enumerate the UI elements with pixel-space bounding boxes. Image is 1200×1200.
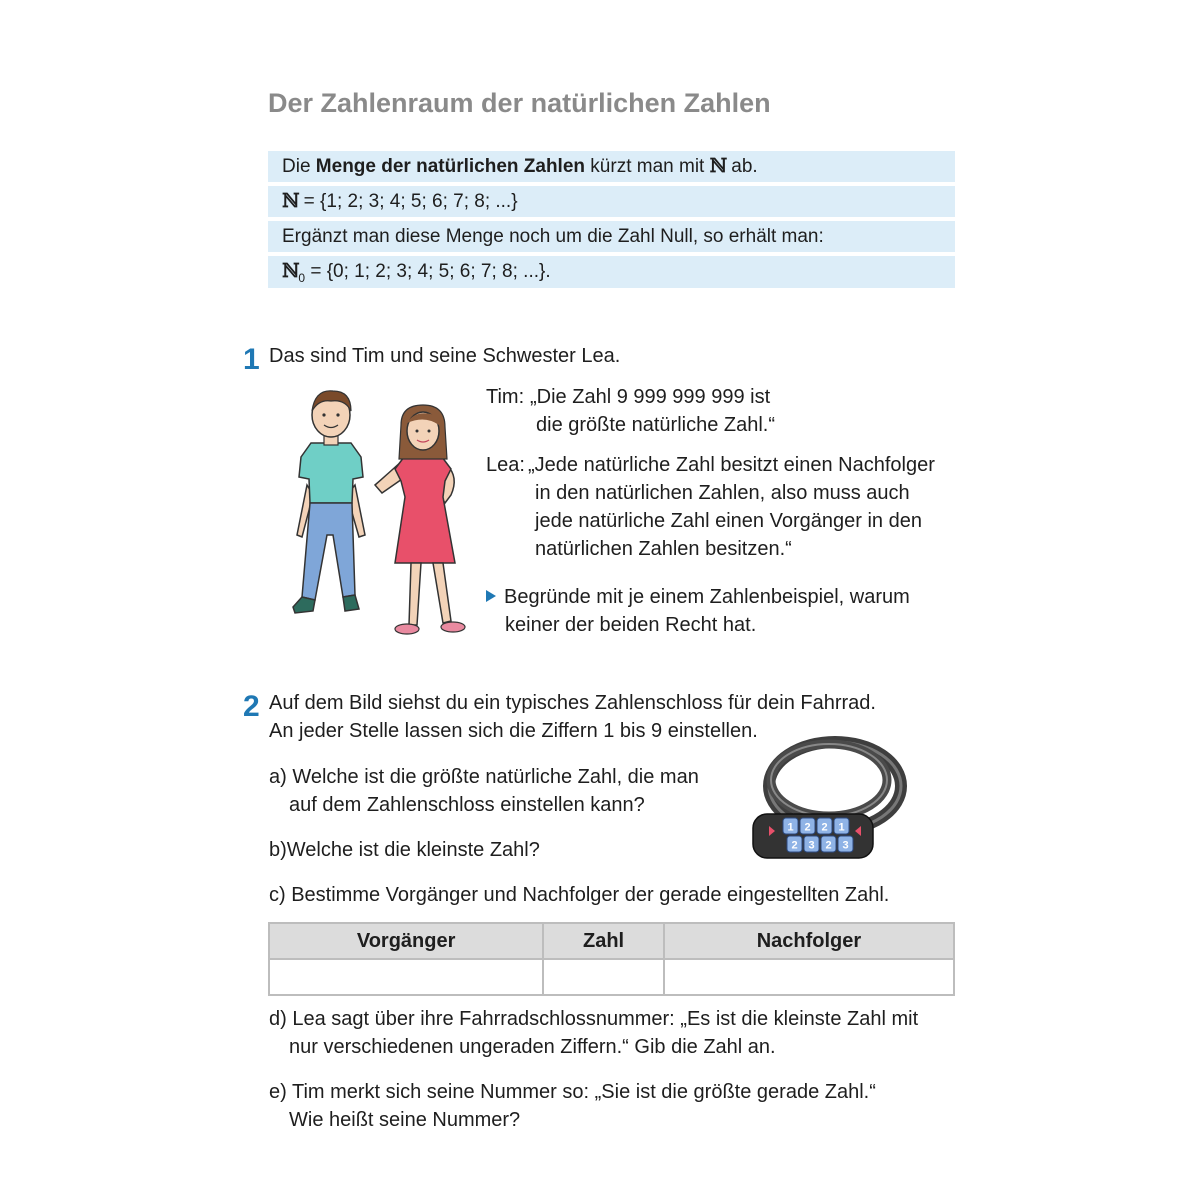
- task-1-prompt-line-2: keiner der beiden Recht hat.: [505, 614, 757, 636]
- tim-figure: [293, 391, 365, 613]
- tim-label: Tim:: [486, 386, 525, 408]
- header-vorgaenger: Vorgänger: [269, 923, 543, 959]
- task-2c: c) Bestimme Vorgänger und Nachfolger der gerade eingestellten Zahl.: [269, 884, 890, 906]
- lock-digit: 1: [838, 821, 845, 834]
- lea-quote-line-1: „Jede natürliche Zahl besitzt einen Nachfolger: [528, 454, 935, 476]
- cell-vorgaenger[interactable]: [269, 959, 543, 995]
- tim-quote-line-2: die größte natürliche Zahl.“: [536, 414, 776, 436]
- task-2-intro-line-1: Auf dem Bild siehst du ein typisches Zahlenschloss für dein Fahrrad.: [269, 692, 876, 714]
- task-1-intro: Das sind Tim und seine Schwester Lea.: [269, 345, 621, 367]
- info-line-1: Die Menge der natürlichen Zahlen kürzt man mit ℕ ab.: [268, 151, 955, 182]
- lea-quote-line-3: jede natürliche Zahl einen Vorgänger in den: [535, 510, 922, 532]
- lock-digit: 3: [808, 839, 815, 852]
- info-box: [268, 151, 955, 288]
- triangle-bullet-icon: [486, 590, 496, 602]
- lock-digit: 2: [821, 821, 828, 834]
- lea-quote-line-2: in den natürlichen Zahlen, also muss auch: [535, 482, 910, 504]
- lea-label: Lea:: [486, 454, 525, 476]
- task-1-number: 1: [243, 343, 260, 376]
- table-row: [269, 959, 954, 995]
- table-header-row: [269, 923, 954, 959]
- task-2-number: 2: [243, 690, 260, 723]
- lock-digit: 2: [804, 821, 811, 834]
- lock-body: [753, 814, 873, 858]
- lock-digit: 3: [842, 839, 849, 852]
- tim-and-lea-illustration: [275, 385, 470, 645]
- lock-digit: 2: [791, 839, 798, 852]
- task-2d-line-2: nur verschiedenen ungeraden Ziffern.“ Gib die Zahl an.: [289, 1036, 776, 1058]
- task-2-intro-line-2: An jeder Stelle lassen sich die Ziffern 1 bis 9 einstellen.: [269, 720, 758, 742]
- info-line-2: ℕ = {1; 2; 3; 4; 5; 6; 7; 8; ...}: [268, 186, 955, 217]
- lock-digit: 1: [787, 821, 794, 834]
- task-2d-line-1: d) Lea sagt über ihre Fahrradschlossnummer: „Es ist die kleinste Zahl mit: [269, 1008, 919, 1030]
- cell-nachfolger[interactable]: [664, 959, 954, 995]
- header-nachfolger: Nachfolger: [664, 923, 954, 959]
- cell-zahl[interactable]: [543, 959, 664, 995]
- info-line-4: ℕ$_0$ = {0; 1; 2; 3; 4; 5; 6; 7; 8; ...}.: [268, 256, 955, 288]
- task-2b: b)Welche ist die kleinste Zahl?: [269, 839, 540, 861]
- task-2a-line-1: a) Welche ist die größte natürliche Zahl, die man: [269, 766, 699, 788]
- header-zahl: Zahl: [543, 923, 664, 959]
- task-2a-line-2: auf dem Zahlenschloss einstellen kann?: [289, 794, 645, 816]
- lea-quote-line-4: natürlichen Zahlen besitzen.“: [535, 538, 792, 560]
- lock-digit: 2: [825, 839, 832, 852]
- task-2e-line-2: Wie heißt seine Nummer?: [289, 1109, 521, 1131]
- page-title: Der Zahlenraum der natürlichen Zahlen: [268, 88, 771, 118]
- task-2e-line-1: e) Tim merkt sich seine Nummer so: „Sie ist die größte gerade Zahl.“: [269, 1081, 876, 1103]
- task-1-prompt-line-1: Begründe mit je einem Zahlenbeispiel, warum: [486, 583, 910, 611]
- answer-table: [268, 922, 955, 996]
- tim-quote-line-1: „Die Zahl 9 999 999 999 ist: [530, 386, 771, 408]
- lea-figure: [375, 405, 465, 634]
- info-line-3: Ergänzt man diese Menge noch um die Zahl Null, so erhält man:: [268, 221, 955, 252]
- bike-lock-illustration: [735, 728, 910, 868]
